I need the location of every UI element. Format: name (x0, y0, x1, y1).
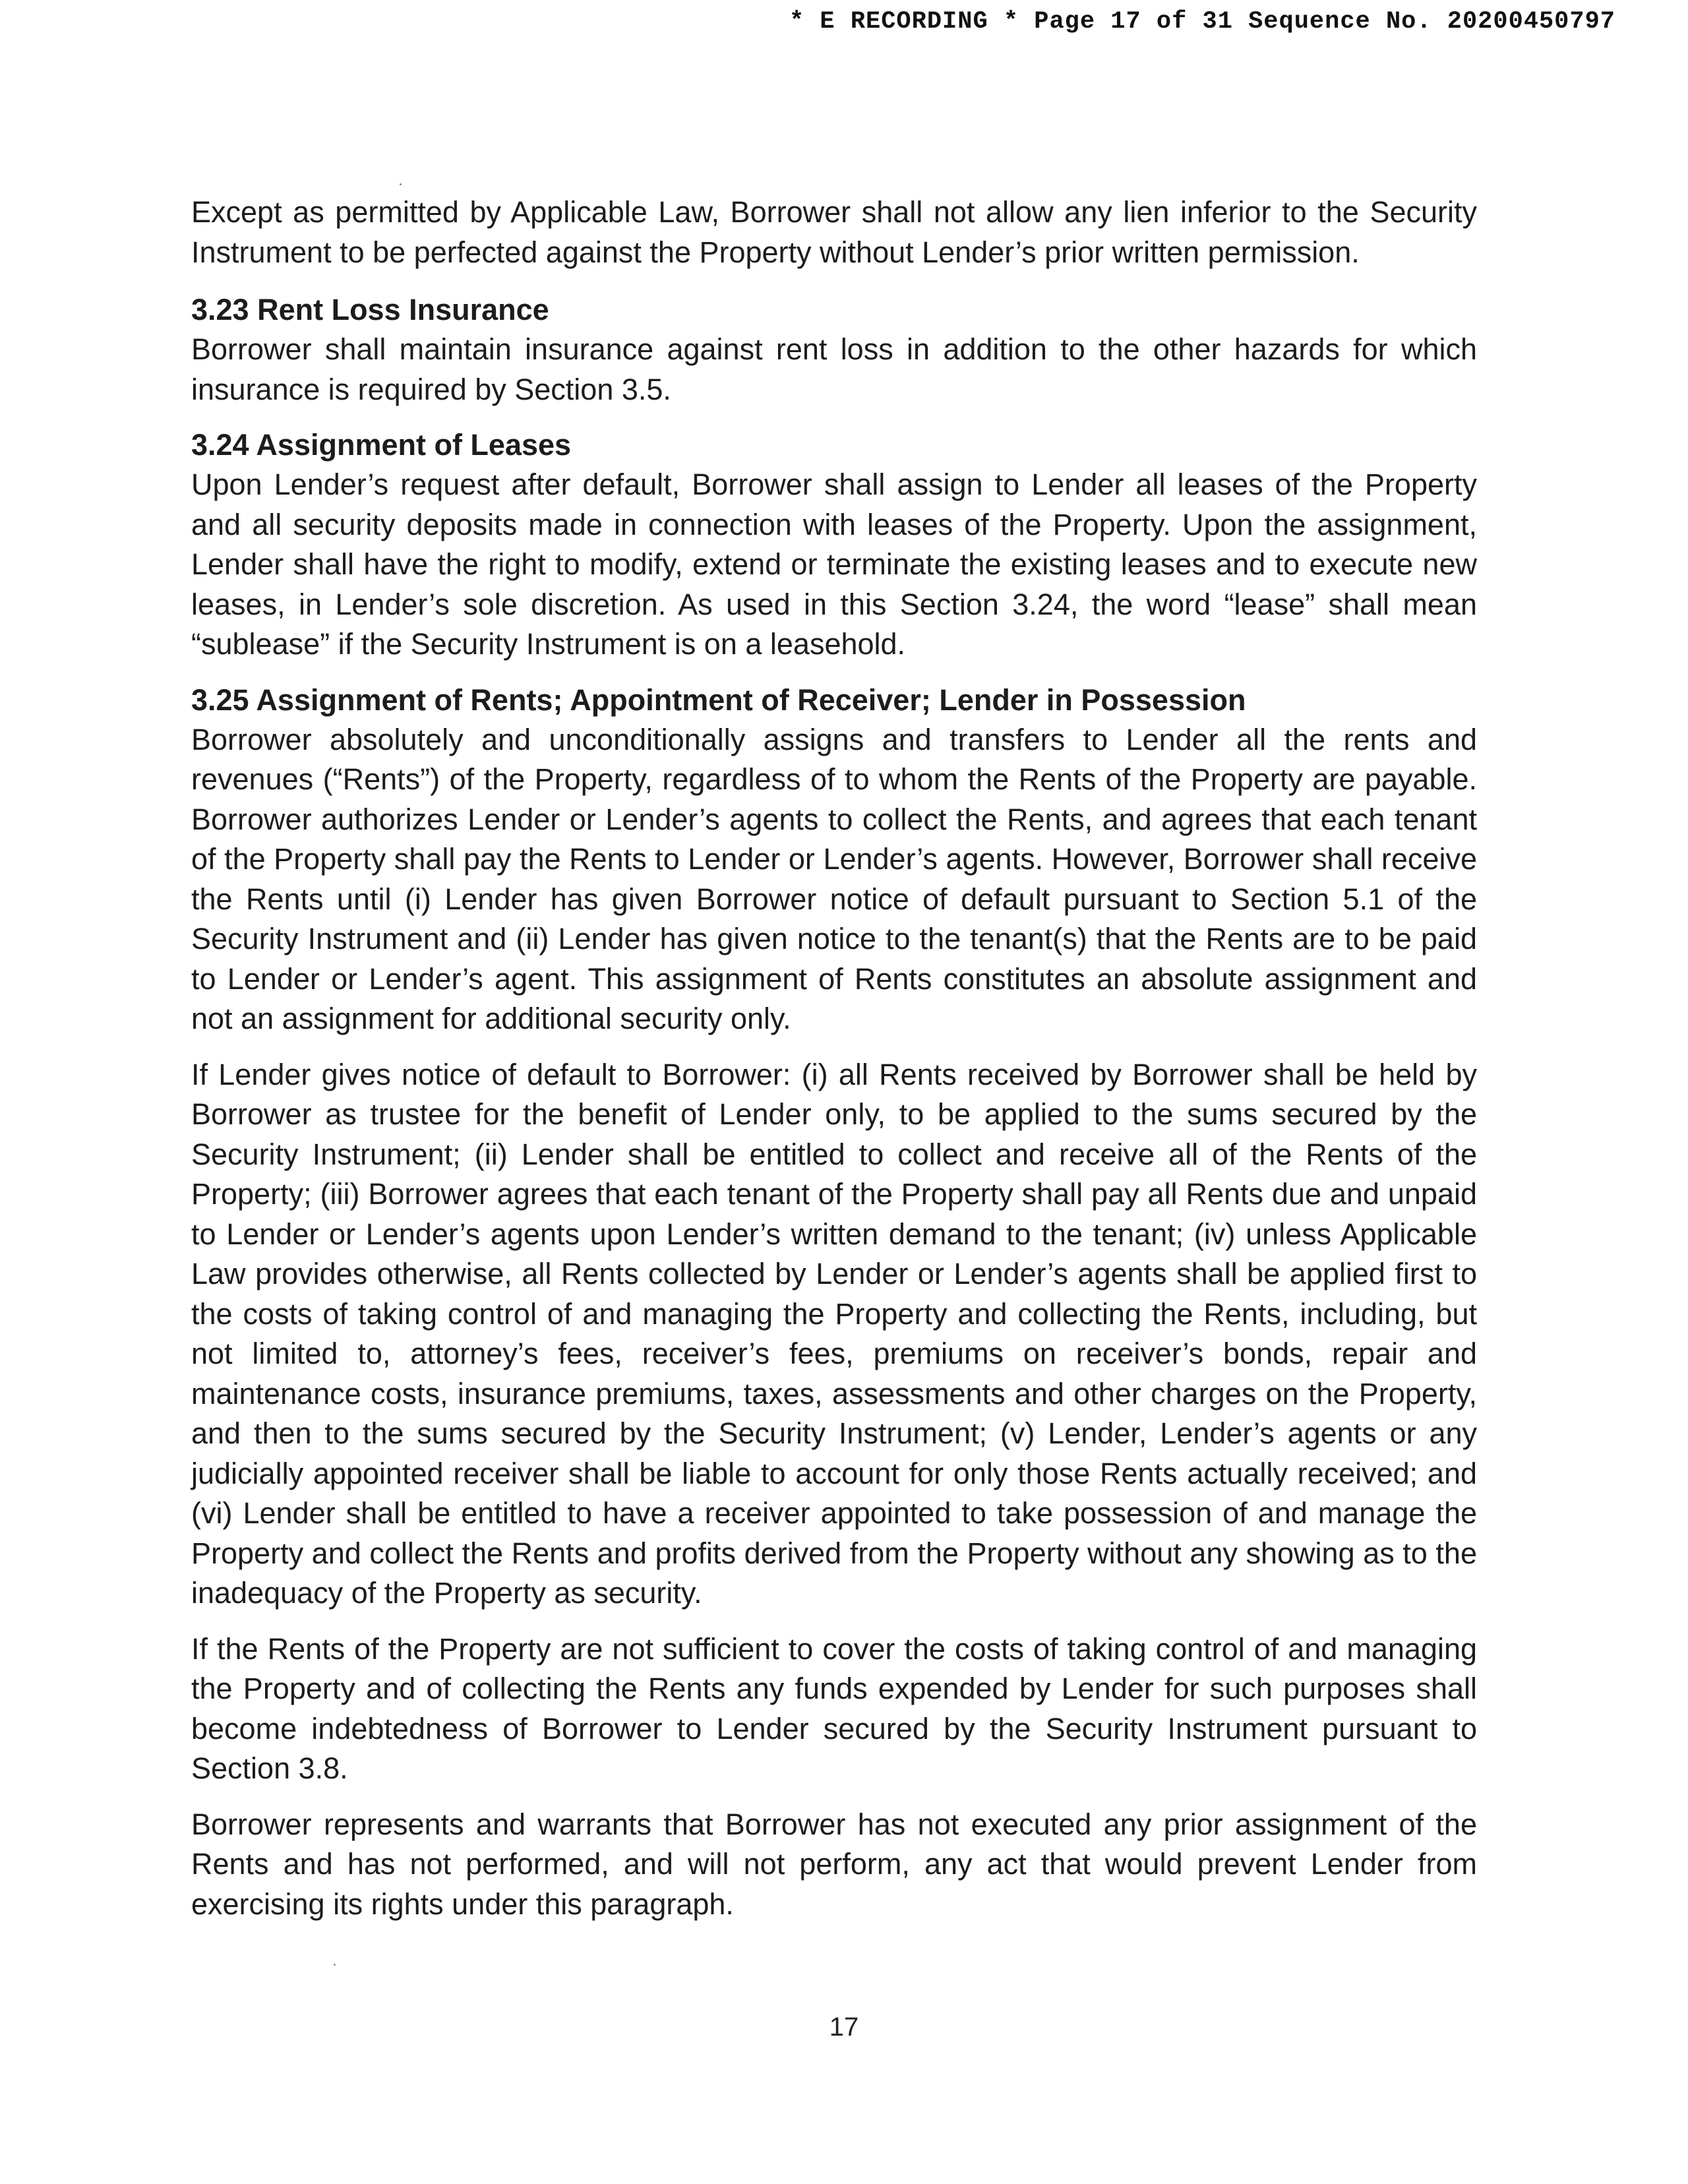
section-paragraph: Borrower represents and warrants that Borrower has not executed any prior assignment of the Rents and has not performed, and will not perform, any act that would prevent Lender from exercising its rights under this paragraph. (191, 1807, 1477, 1921)
section-heading: 3.25 Assignment of Rents; Appointment of Receiver; Lender in Possession (191, 682, 1246, 717)
section-heading: 3.23 Rent Loss Insurance (191, 293, 549, 326)
section-paragraph: Upon Lender’s request after default, Borrower shall assign to Lender all leases of the Property and all security deposits made in connection with leases of the Property. Upon the assignment, Lender shall have the right to modify, extend or terminate the existing leases and to execute new leases, in Lender’s sole discretion. As used in this Section 3.24, the word “lease” shall mean “sublease” if the Security Instrument is on a leasehold. (191, 468, 1477, 661)
scan-speck (334, 1964, 336, 1966)
document-body (191, 193, 1477, 1940)
page-number: 17 (829, 2013, 859, 2042)
section-paragraph: Borrower shall maintain insurance against rent loss in addition to the other hazards for which insurance is required by Section 3.5. (191, 332, 1477, 406)
section-3-23 (191, 290, 1477, 410)
intro-paragraph: Except as permitted by Applicable Law, Borrower shall not allow any lien inferior to the Security Instrument to be perfected against the Property without Lender’s prior written permission. (191, 195, 1477, 269)
section-3-25 (191, 681, 1477, 1925)
section-paragraph: If Lender gives notice of default to Borrower: (i) all Rents received by Borrower shall be held by Borrower as trustee for the benefit of Lender only, to be applied to the sums secured by the Security Instrument; (ii) Lender shall be entitled to collect and receive all of the Rents of the Property; (iii) Borrower agrees that each tenant of the Property shall pay all Rents due and unpaid to Lender or Lender’s agents upon Lender’s written demand to the tenant; (iv) unless Applicable Law provides otherwise, all Rents collected by Lender or Lender’s agents shall be applied first to the costs of taking control of and managing the Property and collecting the Rents, including, but not limited to, attorney’s fees, receiver’s fees, premiums on receiver’s bonds, repair and maintenance costs, insurance premiums, taxes, assessments and other charges on the Property, and then to the sums secured by the Security Instrument; (v) Lender, Lender’s agents or any judicially appointed receiver shall be liable to account for only those Rents actually received; and (vi) Lender shall be entitled to have a receiver appointed to take possession of and manage the Property and collect the Rents and profits derived from the Property without any showing as to the inadequacy of the Property as security. (191, 1057, 1477, 1610)
scan-speck (400, 183, 402, 185)
section-heading: 3.24 Assignment of Leases (191, 428, 572, 462)
recording-header: * E RECORDING * Page 17 of 31 Sequence No. 20200450797 (789, 8, 1615, 36)
section-3-24 (191, 425, 1477, 665)
section-paragraph: Borrower absolutely and unconditionally assigns and transfers to Lender all the rents and revenues (“Rents”) of the Property, regardless of to whom the Rents of the Property are payable. Borrower authorizes Lender or Lender’s agents to collect the Rents, and agrees that each tenant of the Property shall pay the Rents to Lender or Lender’s agents. However, Borrower shall receive the Rents until (i) Lender has given Borrower notice of default pursuant to Section 5.1 of the Security Instrument and (ii) Lender has given notice to the tenant(s) that the Rents are to be paid to Lender or Lender’s agent. This assignment of Rents constitutes an absolute assignment and not an assignment for additional security only. (191, 722, 1477, 1035)
section-paragraph: If the Rents of the Property are not sufficient to cover the costs of taking control of and managing the Property and of collecting the Rents any funds expended by Lender for such purposes shall become indebtedness of Borrower to Lender secured by the Security Instrument pursuant to Section 3.8. (191, 1631, 1477, 1785)
